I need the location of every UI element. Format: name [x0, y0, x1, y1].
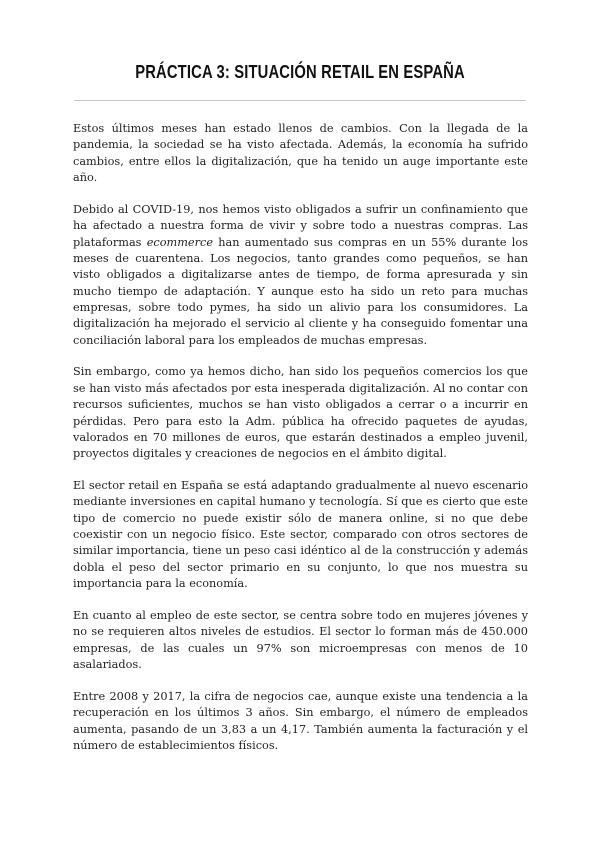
- paragraph-4: El sector retail en España se está adaptando gradualmente al nuevo escenario mediante inversiones en capital humano y tecnología. Sí que es cierto que este tipo de comercio no puede existir sólo de manera online, si no que debe coexistir con un negocio físico. Este sector, comparado con otros sectores de similar importancia, tiene un peso casi idéntico al de la construcción y además dobla el peso del sector primario en su conjunto, lo que nos muestra su importancia para la economía.: [73, 479, 528, 591]
- paragraph-2: [73, 202, 528, 349]
- paragraph-5: En cuanto al empleo de este sector, se centra sobre todo en mujeres jóvenes y no se requieren altos niveles de estudios. El sector lo forman más de 450.000 empresas, de las cuales un 97% son microempresas con menos de 10 asalariados.: [73, 608, 528, 671]
- paragraph-2-part-1: Debido al COVID-19, nos hemos visto obligados a sufrir un confinamiento que ha afectado a nuestra forma de vivir y sobre todo a nuestras compras. Las plataformas: [73, 202, 528, 249]
- title-divider: [74, 100, 526, 101]
- page-title: PRÁCTICA 3: SITUACIÓN RETAIL EN ESPAÑA: [135, 62, 465, 82]
- ecommerce-emphasis: ecommerce: [146, 235, 214, 249]
- paragraph-3: Sin embargo, como ya hemos dicho, han sido los pequeños comercios los que se han visto más afectados por esta inesperada digitalización. Al no contar con recursos suficientes, muchos se han visto obligados a cerrar o a incurrir en pérdidas. Pero para esto la Adm. pública ha ofrecido paquetes de ayudas, valorados en 70 millones de euros, que estarán destinados a empleo juvenil, proyectos digitales y creaciones de negocios en el ámbito digital.: [73, 365, 528, 461]
- paragraph-6: Entre 2008 y 2017, la cifra de negocios cae, aunque existe una tendencia a la recuperación en los últimos 3 años. Sin embargo, el número de empleados aumenta, pasando de un 3,83 a un 4,17. También aumenta la facturación y el número de establecimientos físicos.: [73, 689, 528, 752]
- paragraph-1: Estos últimos meses han estado llenos de cambios. Con la llegada de la pandemia, la sociedad se ha visto afectada. Además, la economía ha sufrido cambios, entre ellos la digitalización, que ha tenido un auge importante este año.: [73, 122, 528, 185]
- paragraph-2-part-2: han aumentado sus compras en un 55% durante los meses de cuarentena. Los negocios, tanto grandes como pequeños, se han visto obligados a digitalizarse antes de tiempo, de forma apresurada y sin mucho tiempo de adaptación. Y aunque esto ha sido un reto para muchas empresas, sobre todo pymes, ha sido un alivio para los consumidores. La digitalización ha mejorado el servicio al cliente y ha conseguido fomentar una conciliación laboral para los empleados de muchas empresas.: [73, 235, 528, 347]
- document-body: [73, 121, 528, 770]
